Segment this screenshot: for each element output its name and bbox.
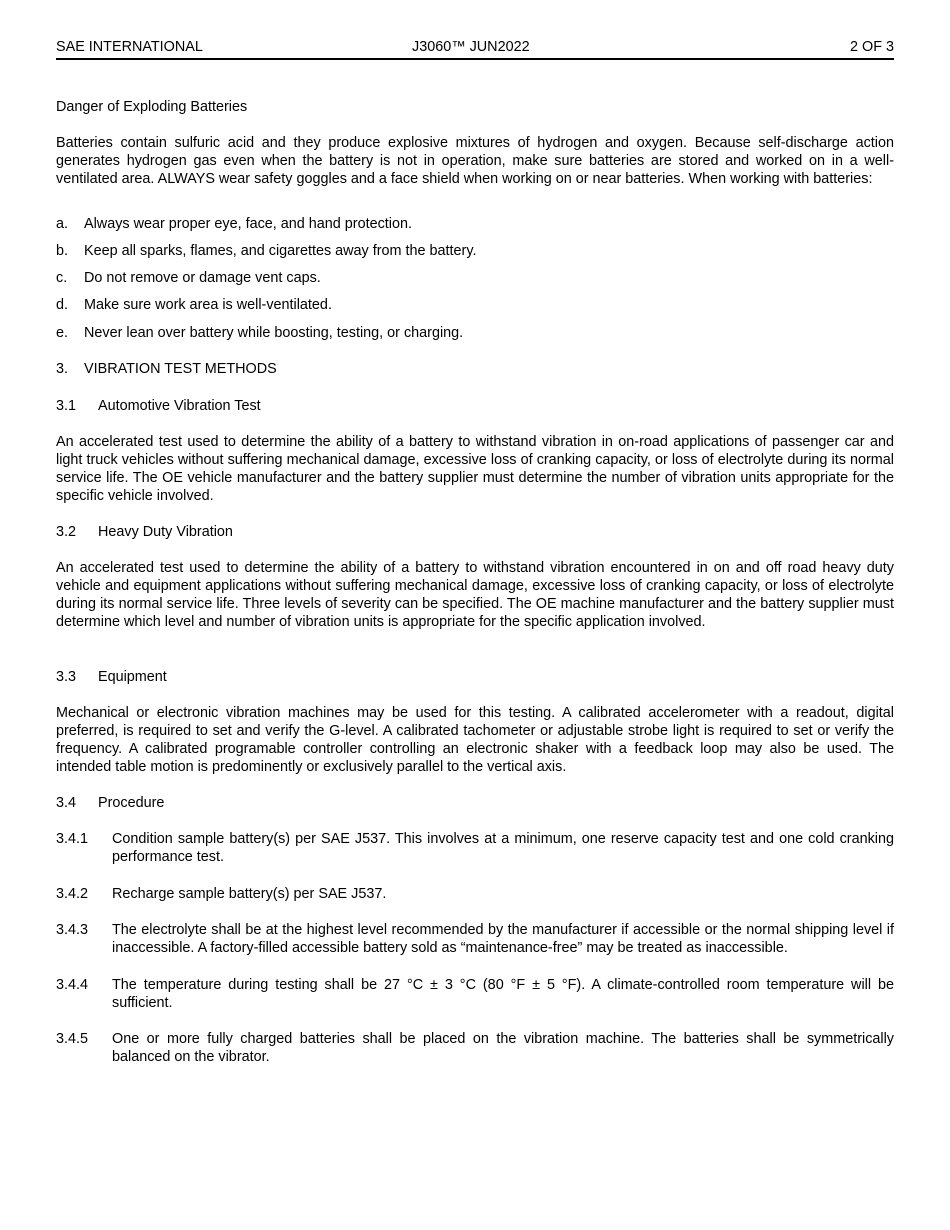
- list-marker: b.: [56, 243, 69, 259]
- section-title: Procedure: [98, 795, 165, 811]
- danger-heading: Danger of Exploding Batteries: [56, 99, 248, 115]
- list-item-text: Always wear proper eye, face, and hand protection.: [84, 216, 412, 232]
- page-header: [56, 38, 894, 60]
- section-title: VIBRATION TEST METHODS: [84, 361, 277, 377]
- step-number: 3.4.1: [56, 831, 89, 847]
- procedure-step-3-4-5: [56, 1030, 894, 1066]
- section-number: 3.: [56, 361, 69, 377]
- section-title: Heavy Duty Vibration: [98, 524, 233, 540]
- list-marker: c.: [56, 270, 68, 286]
- step-text: One or more fully charged batteries shall be placed on the vibration machine. The batteries shall be symmetrically balanced on the vibrator.: [112, 1031, 894, 1065]
- step-text: The electrolyte shall be at the highest level recommended by the manufacturer if accessible or the normal shipping level if inaccessible. A factory-filled accessible battery sold as “maintenance-free” may be treated as inaccessible.: [112, 922, 894, 956]
- step-text: Condition sample battery(s) per SAE J537. This involves at a minimum, one reserve capacity test and one cold cranking performance test.: [112, 831, 894, 865]
- section-3-3-paragraph: Mechanical or electronic vibration machines may be used for this testing. A calibrated accelerometer with a readout, digital preferred, is required to set and verify the G-level. A calibrated tachometer or adjustable strobe light is required to set or verify the frequency. A calibrated programable controller controlling an electronic shaker with a feedback loop may also be used. The intended table motion is predominently or exclusively parallel to the vertical axis.: [56, 705, 894, 775]
- step-number: 3.4.3: [56, 922, 89, 938]
- section-title: Automotive Vibration Test: [98, 398, 261, 414]
- list-item-text: Do not remove or damage vent caps.: [84, 270, 321, 286]
- section-number: 3.4: [56, 795, 77, 811]
- list-item-text: Keep all sparks, flames, and cigarettes away from the battery.: [84, 243, 477, 259]
- procedure-step-3-4-1: [56, 830, 894, 866]
- danger-paragraph: Batteries contain sulfuric acid and they produce explosive mixtures of hydrogen and oxygen. Because self-discharge action generates hydrogen gas even when the battery is not in operation, make sure batteries are stored and worked on in a well-ventilated area. ALWAYS wear safety goggles and a face shield when working on or near batteries. When working with batteries:: [56, 135, 894, 187]
- step-number: 3.4.5: [56, 1031, 89, 1047]
- procedure-step-3-4-3: [56, 921, 894, 957]
- header-page-number: 2 OF 3: [850, 39, 894, 55]
- list-marker: d.: [56, 297, 69, 313]
- list-marker: a.: [56, 216, 69, 232]
- section-3-1-paragraph: An accelerated test used to determine the ability of a battery to withstand vibration in on-road applications of passenger car and light truck vehicles without suffering mechanical damage, excessive loss of cranking capacity, or loss of electrolyte during its normal service life. The OE vehicle manufacturer and the battery supplier must determine the number of vibration units appropriate for the specific vehicle involved.: [56, 434, 894, 504]
- section-title: Equipment: [98, 669, 167, 685]
- list-item-text: Make sure work area is well-ventilated.: [84, 297, 332, 313]
- step-text: Recharge sample battery(s) per SAE J537.: [112, 886, 387, 902]
- header-organization: SAE INTERNATIONAL: [56, 39, 203, 55]
- header-document-id: J3060™ JUN2022: [412, 39, 530, 55]
- procedure-step-3-4-2: [56, 885, 894, 903]
- section-number: 3.1: [56, 398, 77, 414]
- section-3-2-paragraph: An accelerated test used to determine the ability of a battery to withstand vibration encountered in on and off road heavy duty vehicle and equipment applications without suffering mechanical damage, excessive loss of cranking capacity, or loss of electrolyte during its normal service life. Three levels of severity can be specified. The OE machine manufacturer and the battery supplier must determine which level and number of vibration units is appropriate for the specific application involved.: [56, 560, 894, 630]
- list-marker: e.: [56, 325, 69, 341]
- section-number: 3.2: [56, 524, 77, 540]
- step-text: The temperature during testing shall be 27 °C ± 3 °C (80 °F ± 5 °F). A climate-controlled room temperature will be sufficient.: [112, 977, 894, 1011]
- section-number: 3.3: [56, 669, 77, 685]
- procedure-step-3-4-4: [56, 976, 894, 1012]
- list-item-text: Never lean over battery while boosting, testing, or charging.: [84, 325, 464, 341]
- step-number: 3.4.2: [56, 886, 89, 902]
- step-number: 3.4.4: [56, 977, 89, 993]
